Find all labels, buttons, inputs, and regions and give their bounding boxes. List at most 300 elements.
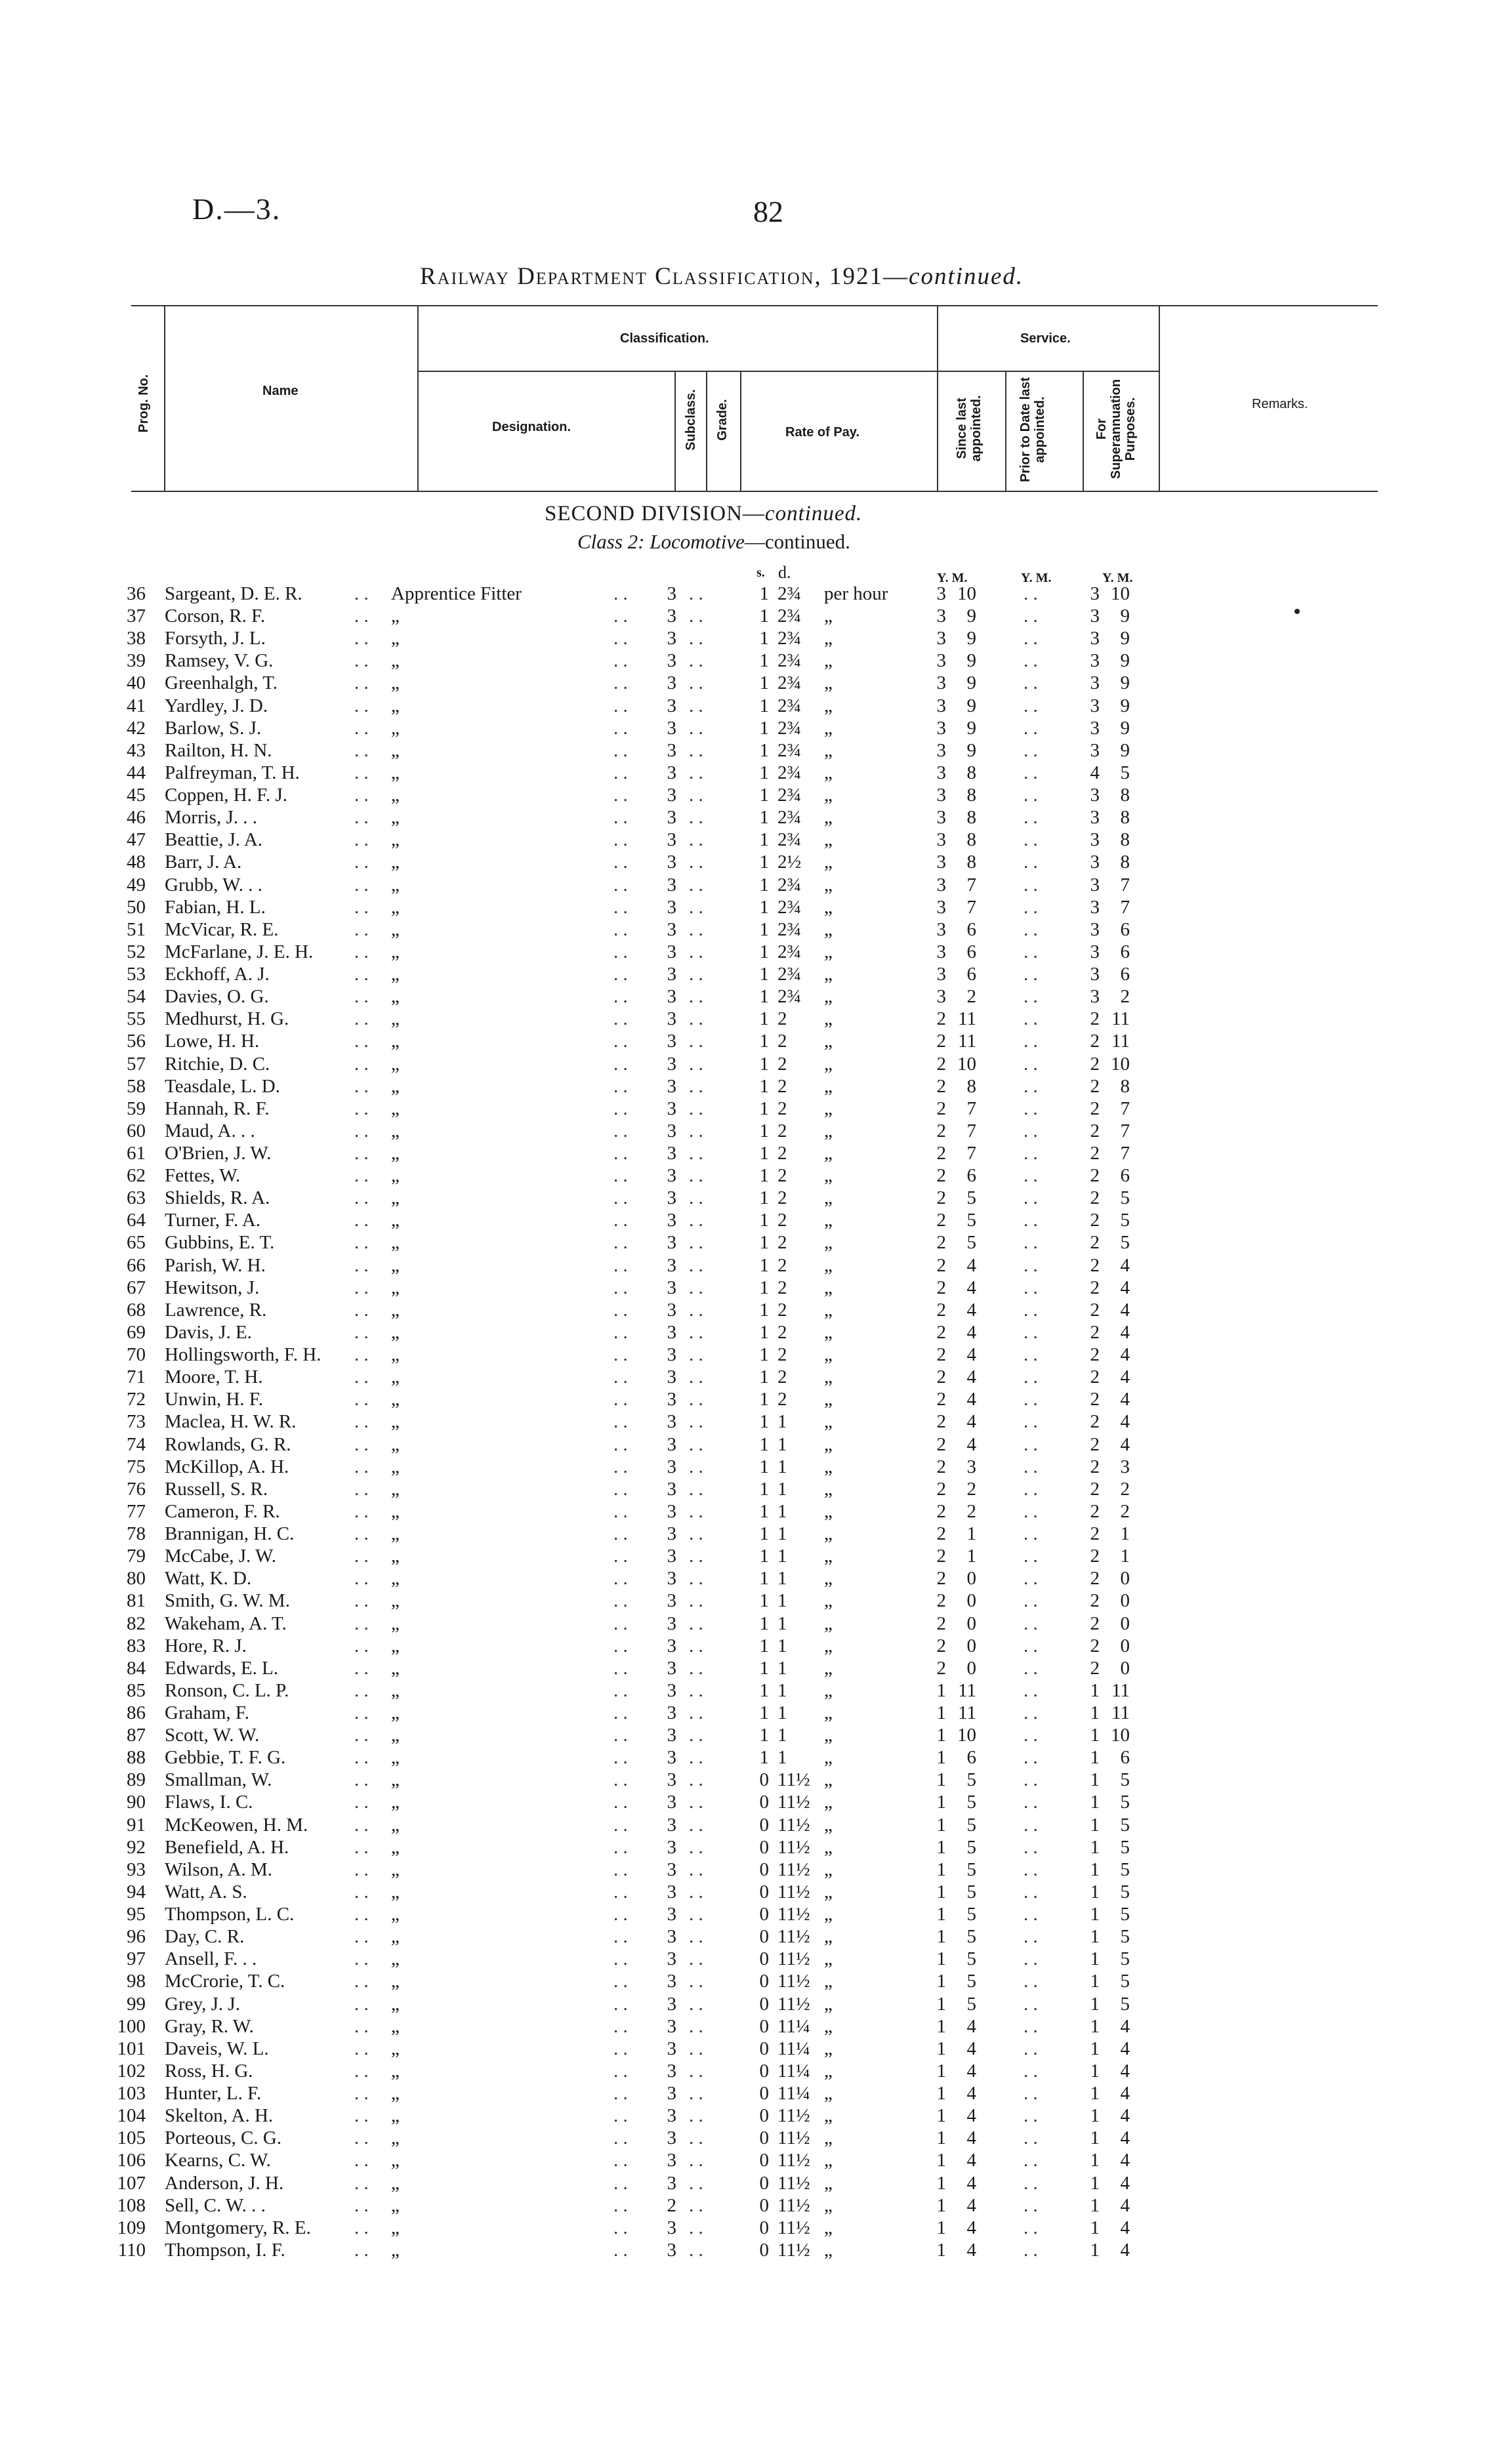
super-years: 1 bbox=[1090, 2150, 1100, 2171]
super-months: 10 bbox=[1111, 583, 1130, 604]
grade-leader: . . bbox=[689, 1344, 703, 1366]
grade-leader: . . bbox=[689, 1187, 703, 1209]
grade-leader: . . bbox=[689, 1478, 703, 1500]
unit-pence: d. bbox=[778, 563, 791, 582]
prog-no: 59 bbox=[127, 1098, 146, 1119]
prior-leader: . . bbox=[1024, 1031, 1038, 1052]
grade-leader: . . bbox=[689, 1679, 703, 1701]
super-years: 2 bbox=[1090, 1277, 1100, 1298]
col-divider bbox=[1159, 305, 1160, 491]
header-classification: Classification. bbox=[620, 331, 709, 346]
grade: 3 bbox=[667, 1858, 676, 1880]
rate-pence: 2 bbox=[777, 1008, 787, 1030]
since-years: 3 bbox=[936, 650, 946, 672]
rate-period: „ bbox=[824, 1210, 833, 1231]
designation-leader: . . bbox=[613, 1612, 628, 1634]
super-years: 2 bbox=[1090, 1612, 1100, 1634]
grade-leader: . . bbox=[689, 672, 703, 694]
grade: 3 bbox=[667, 986, 676, 1008]
employee-name: McCrorie, T. C. bbox=[165, 1971, 285, 1992]
super-years: 1 bbox=[1090, 1769, 1100, 1791]
rate-period: „ bbox=[824, 762, 833, 783]
col-divider bbox=[1005, 371, 1006, 491]
employee-name: Hunter, L. F. bbox=[165, 2083, 262, 2105]
super-years: 1 bbox=[1090, 1679, 1100, 1701]
rate-pence: 2 bbox=[777, 1210, 787, 1231]
super-months: 4 bbox=[1120, 2015, 1130, 2037]
rate-period: „ bbox=[824, 739, 833, 761]
rate-pence: 1 bbox=[777, 1546, 787, 1567]
designation-leader: . . bbox=[613, 1143, 628, 1164]
since-months: 10 bbox=[957, 1725, 976, 1746]
rate-pence: 1 bbox=[777, 1433, 787, 1455]
grade-leader: . . bbox=[689, 1053, 703, 1075]
prog-no: 86 bbox=[127, 1702, 146, 1723]
super-years: 1 bbox=[1090, 2172, 1100, 2194]
page-number: 82 bbox=[753, 195, 783, 228]
since-months: 4 bbox=[966, 2194, 976, 2216]
grade-leader: . . bbox=[689, 1971, 703, 1992]
employee-name: Ronson, C. L. P. bbox=[165, 1679, 289, 1701]
designation-leader: . . bbox=[613, 717, 628, 739]
since-years: 2 bbox=[936, 1478, 946, 1500]
grade: 3 bbox=[667, 829, 676, 851]
name-leader: . . bbox=[354, 1814, 369, 1836]
super-years: 2 bbox=[1090, 1299, 1100, 1321]
super-years: 2 bbox=[1090, 1232, 1100, 1254]
rate-period: „ bbox=[824, 717, 833, 739]
rate-period: „ bbox=[824, 672, 833, 694]
designation: „ bbox=[391, 717, 400, 739]
super-years: 1 bbox=[1090, 1858, 1100, 1880]
super-years: 1 bbox=[1090, 1836, 1100, 1858]
since-years: 1 bbox=[936, 1836, 946, 1858]
grade: 3 bbox=[667, 1366, 676, 1388]
name-leader: . . bbox=[354, 2172, 369, 2194]
prog-no: 109 bbox=[117, 2217, 146, 2238]
grade-leader: . . bbox=[689, 717, 703, 739]
rate-period: „ bbox=[824, 1635, 833, 1656]
grade-leader: . . bbox=[689, 1120, 703, 1141]
prior-leader: . . bbox=[1024, 1926, 1038, 1948]
designation-leader: . . bbox=[613, 606, 628, 627]
prior-leader: . . bbox=[1024, 1098, 1038, 1119]
grade: 3 bbox=[667, 1411, 676, 1433]
prior-leader: . . bbox=[1024, 2015, 1038, 2037]
designation: „ bbox=[391, 1635, 400, 1656]
since-years: 3 bbox=[936, 785, 946, 806]
prog-no: 81 bbox=[127, 1590, 146, 1612]
prog-no: 98 bbox=[127, 1971, 146, 1992]
grade-leader: . . bbox=[689, 2150, 703, 2171]
designation-leader: . . bbox=[613, 1165, 628, 1187]
designation: „ bbox=[391, 739, 400, 761]
since-months: 7 bbox=[966, 896, 976, 918]
prior-leader: . . bbox=[1024, 986, 1038, 1008]
grade: 3 bbox=[667, 918, 676, 940]
designation-leader: . . bbox=[613, 695, 628, 716]
prog-no: 74 bbox=[127, 1433, 146, 1455]
grade-leader: . . bbox=[689, 2015, 703, 2037]
rate-period: „ bbox=[824, 1948, 833, 1970]
rate-shillings: 1 bbox=[759, 1679, 769, 1701]
prog-no: 42 bbox=[127, 717, 146, 739]
name-leader: . . bbox=[354, 1433, 369, 1455]
designation: „ bbox=[391, 2105, 400, 2127]
employee-name: Lowe, H. H. bbox=[165, 1031, 260, 1052]
since-months: 11 bbox=[958, 1679, 976, 1701]
prog-no: 99 bbox=[127, 1993, 146, 2015]
super-years: 1 bbox=[1090, 1747, 1100, 1769]
rate-period: „ bbox=[824, 785, 833, 806]
rate-shillings: 1 bbox=[759, 1165, 769, 1187]
super-months: 4 bbox=[1120, 1321, 1130, 1343]
designation: „ bbox=[391, 606, 400, 627]
prog-no: 55 bbox=[127, 1008, 146, 1030]
since-years: 3 bbox=[936, 852, 946, 873]
grade: 3 bbox=[667, 1523, 676, 1545]
super-years: 2 bbox=[1090, 1031, 1100, 1052]
grade: 3 bbox=[667, 672, 676, 694]
designation-leader: . . bbox=[613, 2239, 628, 2261]
name-leader: . . bbox=[354, 1344, 369, 1366]
since-years: 2 bbox=[936, 1344, 946, 1366]
super-months: 0 bbox=[1120, 1568, 1130, 1590]
rate-shillings: 1 bbox=[759, 1612, 769, 1634]
prog-no: 69 bbox=[127, 1321, 146, 1343]
prog-no: 84 bbox=[127, 1657, 146, 1679]
since-months: 4 bbox=[966, 2127, 976, 2149]
prog-no: 93 bbox=[127, 1858, 146, 1880]
rate-shillings: 1 bbox=[759, 1075, 769, 1097]
designation-leader: . . bbox=[613, 1590, 628, 1612]
super-months: 4 bbox=[1120, 1433, 1130, 1455]
super-months: 5 bbox=[1120, 1993, 1130, 2015]
designation-leader: . . bbox=[613, 1389, 628, 1410]
designation: „ bbox=[391, 1299, 400, 1321]
designation: „ bbox=[391, 829, 400, 851]
prior-leader: . . bbox=[1024, 1702, 1038, 1723]
rate-period: „ bbox=[824, 650, 833, 672]
prog-no: 83 bbox=[127, 1635, 146, 1656]
employee-name: Lawrence, R. bbox=[165, 1299, 267, 1321]
page-reference: D.—3. bbox=[192, 192, 281, 226]
super-years: 3 bbox=[1090, 896, 1100, 918]
employee-name: Shields, R. A. bbox=[165, 1187, 270, 1209]
rate-shillings: 0 bbox=[759, 1769, 769, 1791]
rate-period: „ bbox=[824, 1098, 833, 1119]
rate-pence: 11½ bbox=[777, 1948, 810, 1970]
grade: 3 bbox=[667, 1881, 676, 1902]
name-leader: . . bbox=[354, 785, 369, 806]
designation: „ bbox=[391, 1904, 400, 1925]
super-months: 5 bbox=[1120, 1904, 1130, 1925]
designation: „ bbox=[391, 1210, 400, 1231]
prior-leader: . . bbox=[1024, 2083, 1038, 2105]
since-years: 2 bbox=[936, 1277, 946, 1298]
prog-no: 37 bbox=[127, 606, 146, 627]
since-years: 3 bbox=[936, 606, 946, 627]
employee-name: Montgomery, R. E. bbox=[165, 2217, 311, 2238]
designation-leader: . . bbox=[613, 1971, 628, 1992]
rate-period: „ bbox=[824, 1187, 833, 1209]
since-months: 8 bbox=[966, 785, 976, 806]
designation: „ bbox=[391, 1366, 400, 1388]
since-months: 1 bbox=[966, 1546, 976, 1567]
super-years: 1 bbox=[1090, 2127, 1100, 2149]
grade: 3 bbox=[667, 1568, 676, 1590]
name-leader: . . bbox=[354, 1792, 369, 1813]
designation: „ bbox=[391, 1858, 400, 1880]
since-months: 4 bbox=[966, 1433, 976, 1455]
rate-period: „ bbox=[824, 874, 833, 895]
prog-no: 92 bbox=[127, 1836, 146, 1858]
name-leader: . . bbox=[354, 1881, 369, 1902]
grade-leader: . . bbox=[689, 1411, 703, 1433]
prior-leader: . . bbox=[1024, 2217, 1038, 2238]
rate-pence: 2 bbox=[777, 1389, 787, 1410]
rate-pence: 2¾ bbox=[777, 672, 802, 694]
header-bottom-rule bbox=[131, 491, 1378, 492]
super-months: 5 bbox=[1120, 1948, 1130, 1970]
designation-leader: . . bbox=[613, 2015, 628, 2037]
super-years: 2 bbox=[1090, 1590, 1100, 1612]
designation: „ bbox=[391, 807, 400, 829]
prior-leader: . . bbox=[1024, 628, 1038, 649]
employee-name: Kearns, C. W. bbox=[165, 2150, 271, 2171]
rate-pence: 2 bbox=[777, 1120, 787, 1141]
since-months: 4 bbox=[966, 1344, 976, 1366]
since-years: 2 bbox=[936, 1456, 946, 1477]
since-months: 4 bbox=[966, 2150, 976, 2171]
grade-leader: . . bbox=[689, 1747, 703, 1769]
grade: 3 bbox=[667, 1836, 676, 1858]
rate-period: „ bbox=[824, 1679, 833, 1701]
employee-name: Coppen, H. F. J. bbox=[165, 785, 287, 806]
since-months: 8 bbox=[966, 852, 976, 873]
since-years: 2 bbox=[936, 1657, 946, 1679]
prior-leader: . . bbox=[1024, 1478, 1038, 1500]
grade: 3 bbox=[667, 717, 676, 739]
designation: „ bbox=[391, 1546, 400, 1567]
prog-no: 61 bbox=[127, 1143, 146, 1164]
super-months: 4 bbox=[1120, 1389, 1130, 1410]
designation-leader: . . bbox=[613, 874, 628, 895]
super-months: 0 bbox=[1120, 1657, 1130, 1679]
since-months: 4 bbox=[966, 1299, 976, 1321]
rate-period: „ bbox=[824, 1478, 833, 1500]
super-years: 3 bbox=[1090, 852, 1100, 873]
since-years: 1 bbox=[936, 1904, 946, 1925]
grade: 3 bbox=[667, 1187, 676, 1209]
name-leader: . . bbox=[354, 1769, 369, 1791]
rate-period: „ bbox=[824, 1792, 833, 1813]
rate-shillings: 0 bbox=[759, 1971, 769, 1992]
designation: „ bbox=[391, 1679, 400, 1701]
title-suffix: continued. bbox=[909, 263, 1024, 290]
prog-no: 100 bbox=[117, 2015, 146, 2037]
since-years: 1 bbox=[936, 1769, 946, 1791]
employee-name: Corson, R. F. bbox=[165, 606, 266, 627]
designation: „ bbox=[391, 2015, 400, 2037]
rate-period: „ bbox=[824, 986, 833, 1008]
since-months: 6 bbox=[966, 964, 976, 985]
rate-period: „ bbox=[824, 1366, 833, 1388]
rate-pence: 2¾ bbox=[777, 986, 802, 1008]
since-years: 2 bbox=[936, 1165, 946, 1187]
grade: 3 bbox=[667, 1546, 676, 1567]
prior-leader: . . bbox=[1024, 2150, 1038, 2171]
rate-shillings: 1 bbox=[759, 807, 769, 829]
prior-leader: . . bbox=[1024, 852, 1038, 873]
designation: „ bbox=[391, 2239, 400, 2261]
prior-leader: . . bbox=[1024, 1075, 1038, 1097]
rate-period: „ bbox=[824, 2217, 833, 2238]
rate-pence: 11¼ bbox=[777, 2038, 810, 2059]
super-years: 1 bbox=[1090, 1904, 1100, 1925]
name-leader: . . bbox=[354, 2239, 369, 2261]
prior-leader: . . bbox=[1024, 1725, 1038, 1746]
rate-pence: 11½ bbox=[777, 1993, 810, 2015]
designation: „ bbox=[391, 650, 400, 672]
name-leader: . . bbox=[354, 1612, 369, 1634]
prior-leader: . . bbox=[1024, 1143, 1038, 1164]
grade: 3 bbox=[667, 1344, 676, 1366]
grade: 3 bbox=[667, 2172, 676, 2194]
since-years: 2 bbox=[936, 1232, 946, 1254]
since-years: 1 bbox=[936, 1725, 946, 1746]
header-mid-rule bbox=[417, 371, 1159, 372]
grade-leader: . . bbox=[689, 1657, 703, 1679]
rate-shillings: 1 bbox=[759, 852, 769, 873]
name-leader: . . bbox=[354, 2083, 369, 2105]
grade: 3 bbox=[667, 1478, 676, 1500]
super-months: 8 bbox=[1120, 852, 1130, 873]
prog-no: 96 bbox=[127, 1926, 146, 1948]
since-months: 9 bbox=[966, 672, 976, 694]
prog-no: 36 bbox=[127, 583, 146, 604]
grade-leader: . . bbox=[689, 1321, 703, 1343]
prog-no: 45 bbox=[127, 785, 146, 806]
grade: 3 bbox=[667, 1277, 676, 1298]
super-months: 2 bbox=[1120, 986, 1130, 1008]
employee-name: Teasdale, L. D. bbox=[165, 1075, 280, 1097]
designation: „ bbox=[391, 896, 400, 918]
rate-shillings: 0 bbox=[759, 1993, 769, 2015]
rate-shillings: 1 bbox=[759, 986, 769, 1008]
rate-pence: 2 bbox=[777, 1277, 787, 1298]
super-months: 6 bbox=[1120, 964, 1130, 985]
employee-name: Medhurst, H. G. bbox=[165, 1008, 289, 1030]
super-years: 2 bbox=[1090, 1411, 1100, 1433]
since-months: 8 bbox=[966, 1075, 976, 1097]
employee-name: Graham, F. bbox=[165, 1702, 249, 1723]
rate-pence: 1 bbox=[777, 1679, 787, 1701]
name-leader: . . bbox=[354, 1926, 369, 1948]
name-leader: . . bbox=[354, 1321, 369, 1343]
section-subtitle bbox=[577, 530, 850, 554]
designation-leader: . . bbox=[613, 1075, 628, 1097]
rate-shillings: 1 bbox=[759, 1232, 769, 1254]
grade-leader: . . bbox=[689, 1590, 703, 1612]
rate-pence: 1 bbox=[777, 1523, 787, 1545]
designation-leader: . . bbox=[613, 1277, 628, 1298]
name-leader: . . bbox=[354, 986, 369, 1008]
grade-leader: . . bbox=[689, 1568, 703, 1590]
grade-leader: . . bbox=[689, 1948, 703, 1970]
since-years: 2 bbox=[936, 1210, 946, 1231]
prior-leader: . . bbox=[1024, 1635, 1038, 1656]
since-months: 7 bbox=[966, 1098, 976, 1119]
rate-shillings: 1 bbox=[759, 1546, 769, 1567]
prog-no: 108 bbox=[117, 2194, 146, 2216]
rate-shillings: 1 bbox=[759, 1321, 769, 1343]
grade: 3 bbox=[667, 739, 676, 761]
since-years: 2 bbox=[936, 1031, 946, 1052]
prior-leader: . . bbox=[1024, 1836, 1038, 1858]
prior-leader: . . bbox=[1024, 807, 1038, 829]
grade: 3 bbox=[667, 785, 676, 806]
prog-no: 90 bbox=[127, 1792, 146, 1813]
super-years: 3 bbox=[1090, 739, 1100, 761]
prior-leader: . . bbox=[1024, 1232, 1038, 1254]
prog-no: 41 bbox=[127, 695, 146, 716]
prog-no: 105 bbox=[117, 2127, 146, 2149]
designation: „ bbox=[391, 672, 400, 694]
super-years: 2 bbox=[1090, 1075, 1100, 1097]
col-divider bbox=[164, 305, 165, 491]
rate-shillings: 1 bbox=[759, 1299, 769, 1321]
rate-pence: 2 bbox=[777, 1299, 787, 1321]
prog-no: 110 bbox=[117, 2239, 146, 2261]
since-months: 5 bbox=[966, 1232, 976, 1254]
rate-shillings: 1 bbox=[759, 606, 769, 627]
class-label: Class 2: bbox=[577, 530, 645, 553]
rate-shillings: 1 bbox=[759, 1478, 769, 1500]
employee-name: Yardley, J. D. bbox=[165, 695, 268, 716]
since-months: 8 bbox=[966, 829, 976, 851]
employee-name: Turner, F. A. bbox=[165, 1210, 261, 1231]
super-months: 6 bbox=[1120, 918, 1130, 940]
designation-leader: . . bbox=[613, 986, 628, 1008]
col-divider bbox=[937, 305, 938, 491]
rate-pence: 11½ bbox=[777, 2105, 810, 2127]
prior-leader: . . bbox=[1024, 1657, 1038, 1679]
designation-leader: . . bbox=[613, 1187, 628, 1209]
rate-pence: 11¼ bbox=[777, 2083, 810, 2105]
prior-leader: . . bbox=[1024, 1210, 1038, 1231]
rate-period: „ bbox=[824, 2060, 833, 2082]
grade: 3 bbox=[667, 852, 676, 873]
rate-period: „ bbox=[824, 2083, 833, 2105]
rate-period: „ bbox=[824, 695, 833, 716]
name-leader: . . bbox=[354, 1858, 369, 1880]
prog-no: 75 bbox=[127, 1456, 146, 1477]
super-years: 1 bbox=[1090, 1948, 1100, 1970]
since-years: 2 bbox=[936, 1411, 946, 1433]
grade-leader: . . bbox=[689, 2127, 703, 2149]
super-years: 3 bbox=[1090, 829, 1100, 851]
designation-leader: . . bbox=[613, 896, 628, 918]
grade: 3 bbox=[667, 2239, 676, 2261]
since-years: 2 bbox=[936, 1254, 946, 1276]
rate-pence: 11½ bbox=[777, 1792, 810, 1813]
since-years: 2 bbox=[936, 1612, 946, 1634]
since-months: 0 bbox=[966, 1590, 976, 1612]
rate-period: „ bbox=[824, 1254, 833, 1276]
since-months: 1 bbox=[966, 1523, 976, 1545]
employee-name: Beattie, J. A. bbox=[165, 829, 263, 851]
